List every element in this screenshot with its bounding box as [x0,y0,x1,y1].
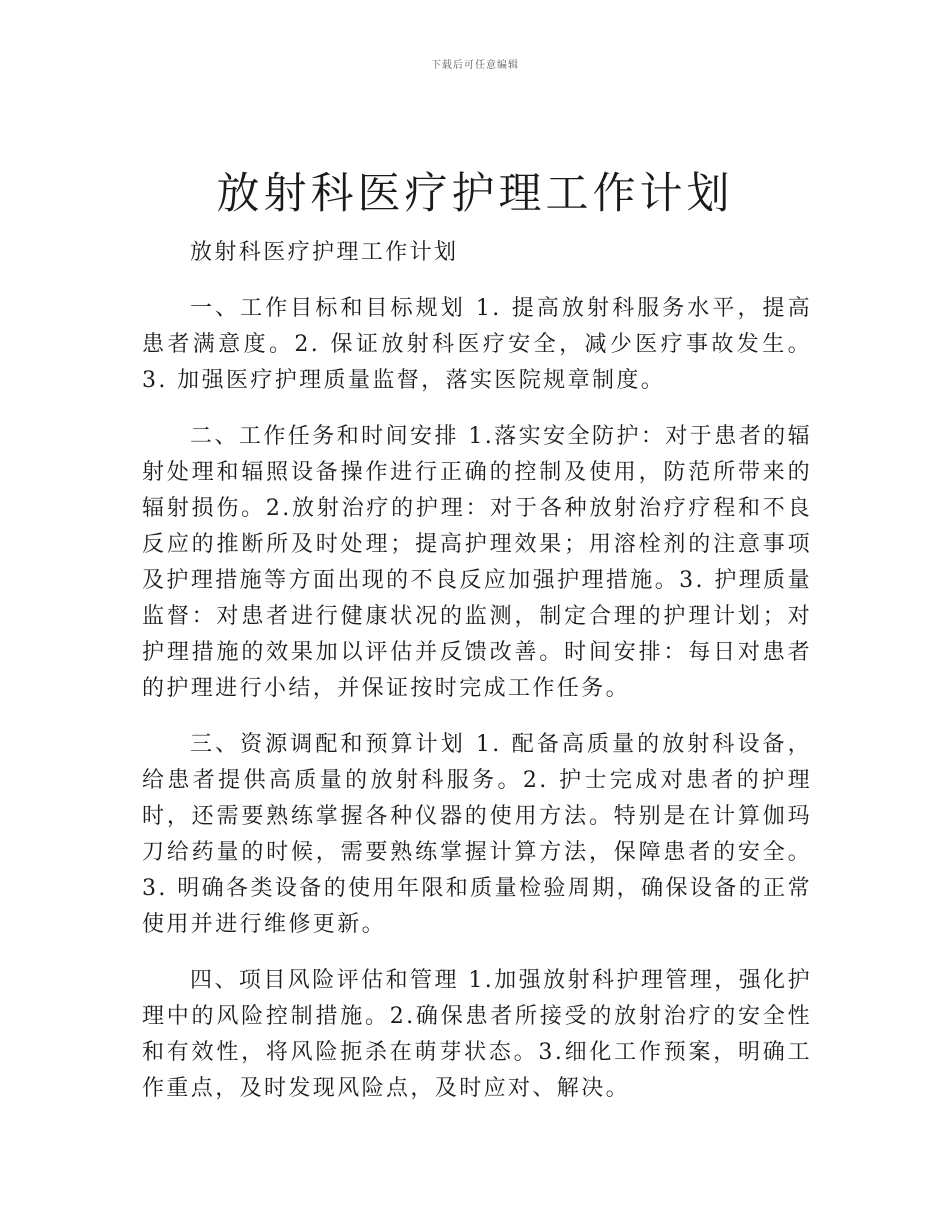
paragraph-tasks-schedule: 二、工作任务和时间安排 1.落实安全防护：对于患者的辐射处理和辐照设备操作进行正确的控制及使用，防范所带来的辐射损伤。2.放射治疗的护理：对于各种放射治疗疗程和不良反应的推断所及时处理；提高护理效果；用溶栓剂的注意事项及护理措施等方面出现的不良反应加强护理措施。3. 护理质量监督：对患者进行健康状况的监测，制定合理的护理计划；对护理措施的效果加以评估并反馈改善。时间安排：每日对患者的护理进行小结，并保证按时完成工作任务。 [142,424,812,701]
paragraph-subtitle: 放射科医疗护理工作计划 [190,240,459,265]
paragraph-resources-budget: 三、资源调配和预算计划 1. 配备高质量的放射科设备，给患者提供高质量的放射科服务。2. 护士完成对患者的护理时，还需要熟练掌握各种仪器的使用方法。特别是在计算伽玛刀给药量的时候，需要熟练掌握计算方法，保障患者的安全。3. 明确各类设备的使用年限和质量检验周期，确保设备的正常使用并进行维修更新。 [142,732,812,937]
document-title: 放射科医疗护理工作计划 [216,169,734,219]
paragraph-risk-management: 四、项目风险评估和管理 1.加强放射科护理管理，强化护理中的风险控制措施。2.确保患者所接受的放射治疗的安全性和有效性，将风险扼杀在萌芽状态。3.细化工作预案，明确工作重点，及时发现风险点，及时应对、解决。 [142,968,812,1101]
paragraph-goals: 一、工作目标和目标规划 1. 提高放射科服务水平，提高患者满意度。2. 保证放射科医疗安全，减少医疗事故发生。3. 加强医疗护理质量监督，落实医院规章制度。 [142,296,812,393]
header-note: 下载后可任意编辑 [431,60,519,71]
document-body [142,235,812,1127]
